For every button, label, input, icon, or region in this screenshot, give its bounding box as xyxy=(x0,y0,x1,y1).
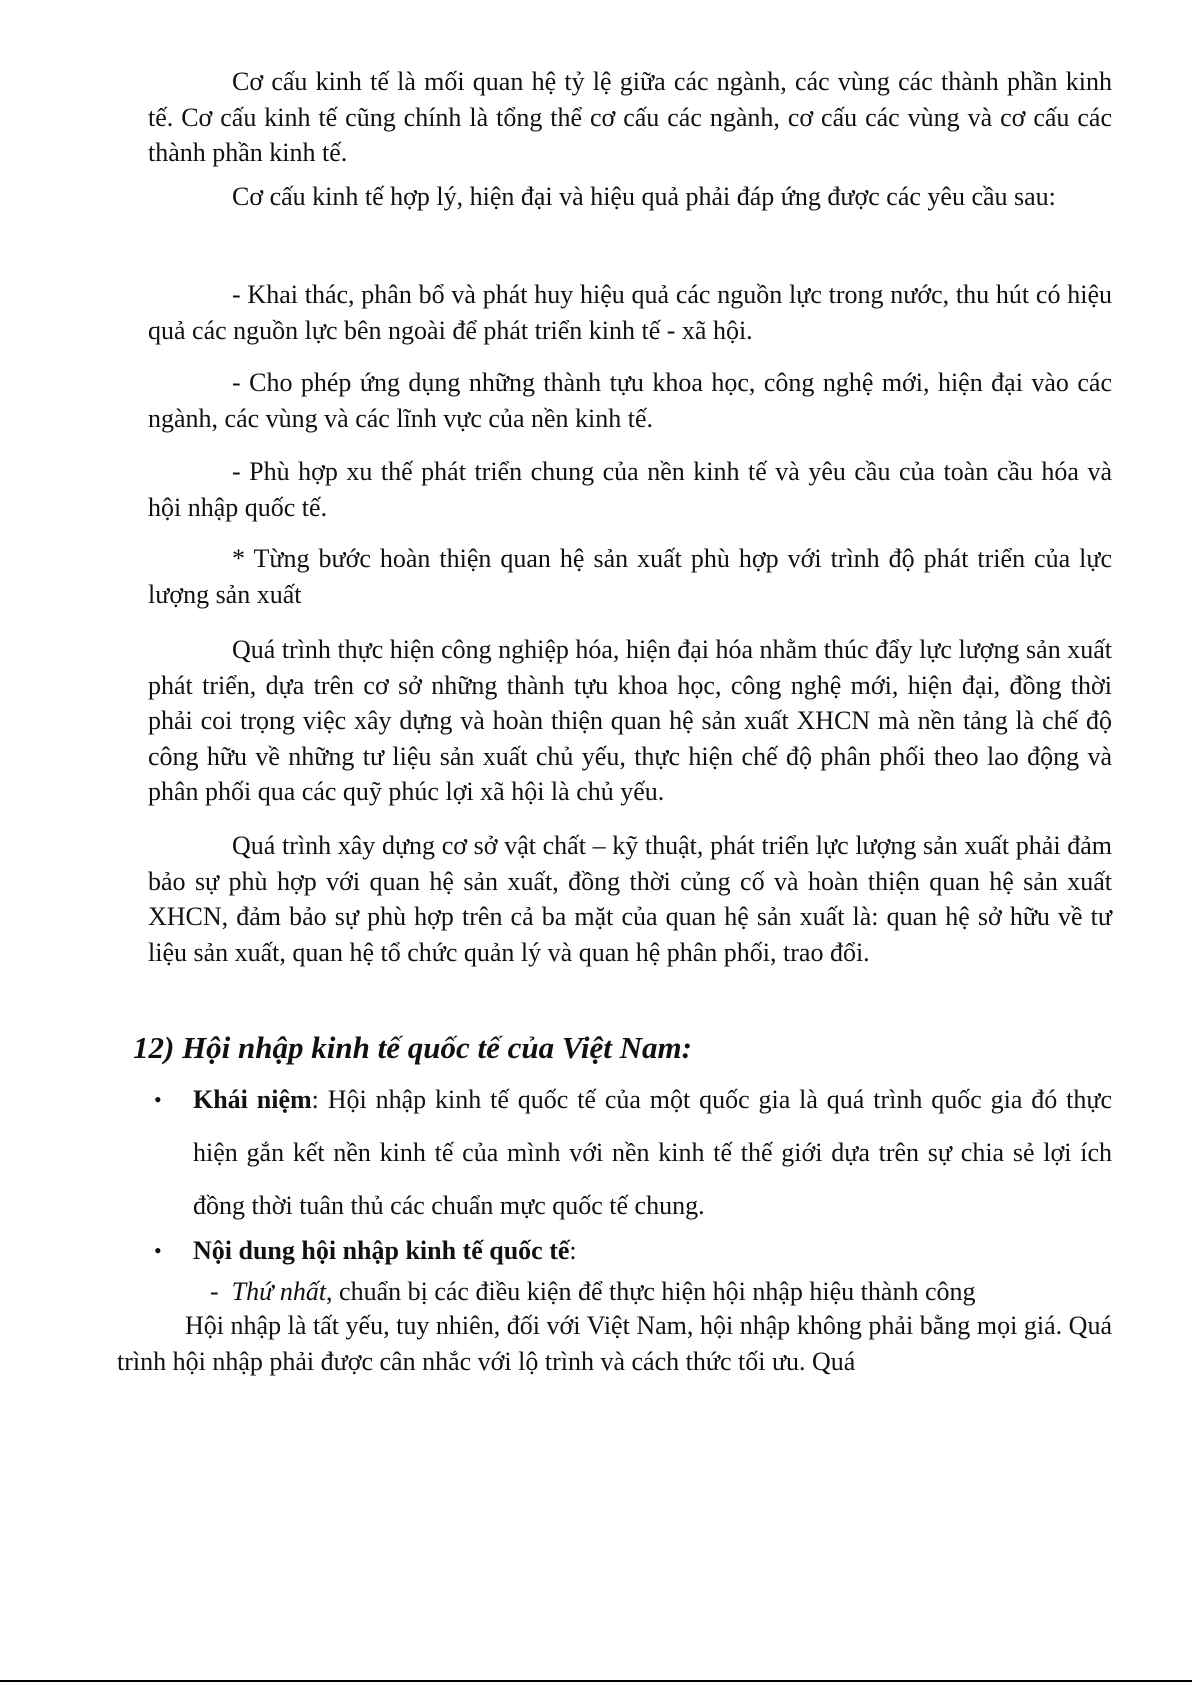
sub-item-text: , chuẩn bị các điều kiện để thực hiện hội nhập hiệu thành công xyxy=(326,1277,976,1306)
sub-item-emphasis: Thứ nhất xyxy=(231,1277,327,1306)
sub-item-first xyxy=(210,1274,976,1310)
paragraph-economic-structure: Cơ cấu kinh tế là mối quan hệ tỷ lệ giữa các ngành, các vùng các thành phần kinh tế. Cơ cấu kinh tế cũng chính là tổng thể cơ cấu các ngành, cơ cấu các vùng và cơ cấu các thành phần kinh tế. xyxy=(148,67,1112,167)
bullet-content-text: : xyxy=(569,1236,577,1265)
bullet-concept-text: : Hội nhập kinh tế quốc tế của một quốc gia là quá trình quốc gia đó thực hiện gắn kết nền kinh tế của mình với nền kinh tế thế giới dựa trên sự chia sẻ lợi ích đồng thời tuân thủ các chuẩn mực quốc tế chung. xyxy=(193,1085,1112,1220)
paragraph-production-relations: * Từng bước hoàn thiện quan hệ sản xuất phù hợp với trình độ phát triển của lực lượng sản xuất xyxy=(148,544,1112,609)
paragraph-industrialization: Quá trình thực hiện công nghiệp hóa, hiện đại hóa nhằm thúc đẩy lực lượng sản xuất phát triển, dựa trên cơ sở những thành tựu khoa học, công nghệ mới, hiện đại, đồng thời phải coi trọng việc xây dựng và hoàn thiện quan hệ sản xuất XHCN mà nền tảng là chế độ công hữu về những tư liệu sản xuất chủ yếu, thực hiện chế độ phân phối theo lao động và phân phối qua các quỹ phúc lợi xã hội là chủ yếu. xyxy=(148,635,1112,806)
bullet-concept-label: Khái niệm xyxy=(193,1085,312,1114)
bullet-content-label: Nội dung hội nhập kinh tế quốc tế xyxy=(193,1236,570,1265)
section-heading: 12) Hội nhập kinh tế quốc tế của Việt Nam: xyxy=(133,1030,692,1065)
bullet-dot-icon: • xyxy=(154,1087,162,1112)
paragraph-requirement-technology: - Cho phép ứng dụng những thành tựu khoa học, công nghệ mới, hiện đại vào các ngành, các vùng và các lĩnh vực của nền kinh tế. xyxy=(148,368,1112,433)
bullet-concept xyxy=(154,1073,1112,1232)
paragraph-material-technical-base: Quá trình xây dựng cơ sở vật chất – kỹ thuật, phát triển lực lượng sản xuất phải đảm bảo sự phù hợp với quan hệ sản xuất, đồng thời củng cố và hoàn thiện quan hệ sản xuất XHCN, đảm bảo sự phù hợp trên cả ba mặt của quan hệ sản xuất là: quan hệ sở hữu về tư liệu sản xuất, quan hệ tổ chức quản lý và quan hệ phân phối, trao đổi. xyxy=(148,831,1112,967)
paragraph-integration-not-at-all-costs: Hội nhập là tất yếu, tuy nhiên, đối với Việt Nam, hội nhập không phải bằng mọi giá. Quá trình hội nhập phải được cân nhắc với lộ trình và cách thức tối ưu. Quá xyxy=(117,1311,1112,1376)
sub-item-dash: - xyxy=(210,1277,219,1306)
bullet-dot-icon: • xyxy=(154,1238,162,1263)
paragraph-requirements: Cơ cấu kinh tế hợp lý, hiện đại và hiệu quả phải đáp ứng được các yêu cầu sau: xyxy=(232,182,1056,211)
paragraph-requirement-globalization: - Phù hợp xu thế phát triển chung của nền kinh tế và yêu cầu của toàn cầu hóa và hội nhập quốc tế. xyxy=(148,457,1112,522)
paragraph-requirement-resources: - Khai thác, phân bổ và phát huy hiệu quả các nguồn lực trong nước, thu hút có hiệu quả các nguồn lực bên ngoài để phát triển kinh tế - xã hội. xyxy=(148,280,1112,345)
footer-divider xyxy=(0,1680,1192,1682)
bullet-content xyxy=(154,1233,1112,1269)
